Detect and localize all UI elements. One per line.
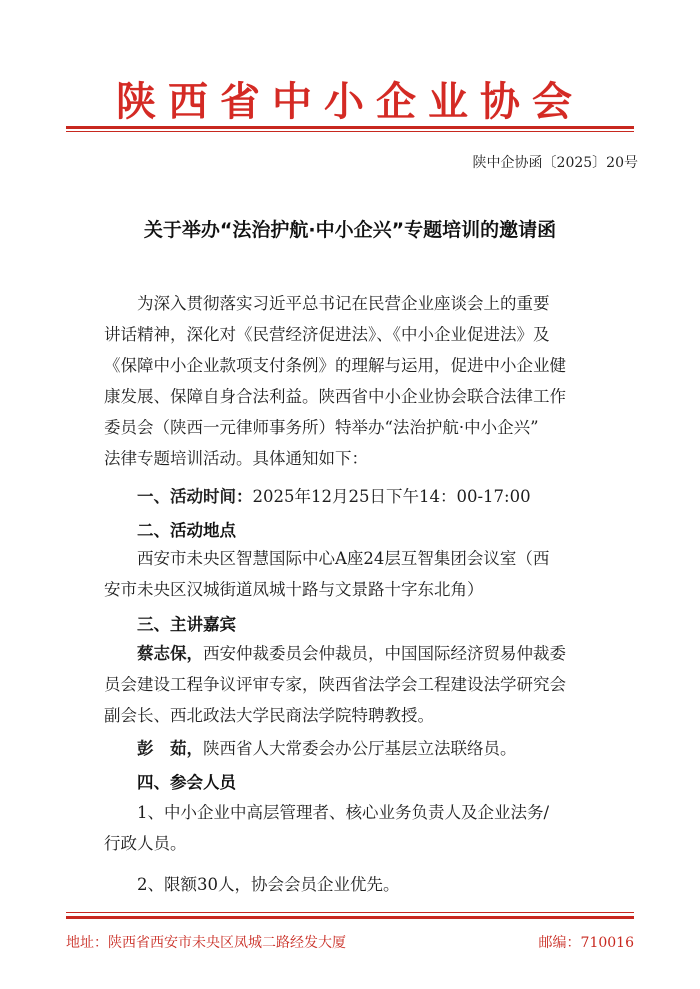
document-number: 陕中企协函〔2025〕20号 [472, 155, 638, 171]
attendees-item-1-line: 行政人员。 [104, 834, 187, 853]
section-venue-body [104, 543, 604, 605]
attendees-item-2-text: 2、限额30人，协会会员企业优先。 [137, 875, 400, 894]
intro-line: 讲话精神，深化对《民营经济促进法》、《中小企业促进法》及 [104, 325, 550, 344]
section-time-heading: 一、活动时间： [137, 487, 253, 506]
footer-address: 地址：陕西省西安市未央区凤城二路经发大厦 [66, 935, 346, 951]
venue-line: 安市未央区汉城街道凤城十路与文景路十字东北角） [104, 580, 484, 599]
attendees-item-2 [104, 869, 604, 900]
attendees-item-1 [104, 797, 604, 859]
organization-name: 陕西省中小企业协会 [116, 78, 584, 125]
speaker-2-name: 彭 茹， [137, 739, 203, 758]
speaker-2-text: 陕西省人大常委会办公厅基层立法联络员。 [203, 739, 517, 758]
section-venue-heading: 二、活动地点 [137, 521, 236, 540]
header-rule-thick [66, 126, 634, 129]
speaker-1-name: 蔡志保， [137, 644, 203, 663]
footer-postcode: 邮编：710016 [538, 935, 634, 951]
section-time [104, 481, 604, 512]
intro-line: 法律专题培训活动。具体通知如下： [104, 449, 368, 468]
section-time-value: 2025年12月25日下午14：00-17:00 [252, 487, 531, 506]
attendees-item-1-line: 1、中小企业中高层管理者、核心业务负责人及企业法务/ [137, 803, 550, 822]
venue-line: 西安市未央区智慧国际中心A座24层互智集团会议室（西 [137, 549, 550, 568]
header-rule-thin [66, 131, 634, 132]
intro-line: 《保障中小企业款项支付条例》的理解与运用，促进中小企业健 [104, 356, 566, 375]
intro-paragraph [104, 288, 604, 474]
speaker-1 [104, 638, 604, 731]
intro-line: 委员会（陕西一元律师事务所）特举办“法治护航·中小企兴” [104, 418, 539, 437]
footer-rule-thin [66, 912, 634, 913]
intro-line: 康发展、保障自身合法利益。陕西省中小企业协会联合法律工作 [104, 387, 566, 406]
speaker-2 [104, 733, 604, 764]
section-speakers-heading: 三、主讲嘉宾 [137, 615, 236, 634]
speaker-1-line: 副会长、西北政法大学民商法学院特聘教授。 [104, 706, 434, 725]
section-attendees-heading: 四、参会人员 [137, 773, 236, 792]
speaker-1-line: 员会建设工程争议评审专家，陕西省法学会工程建设法学研究会 [104, 675, 566, 694]
intro-line: 为深入贯彻落实习近平总书记在民营企业座谈会上的重要 [137, 294, 550, 313]
speaker-1-line: 西安仲裁委员会仲裁员，中国国际经济贸易仲裁委 [203, 644, 566, 663]
footer-rule-thick [66, 916, 634, 919]
document-title: 关于举办“法治护航·中小企兴”专题培训的邀请函 [143, 219, 557, 241]
